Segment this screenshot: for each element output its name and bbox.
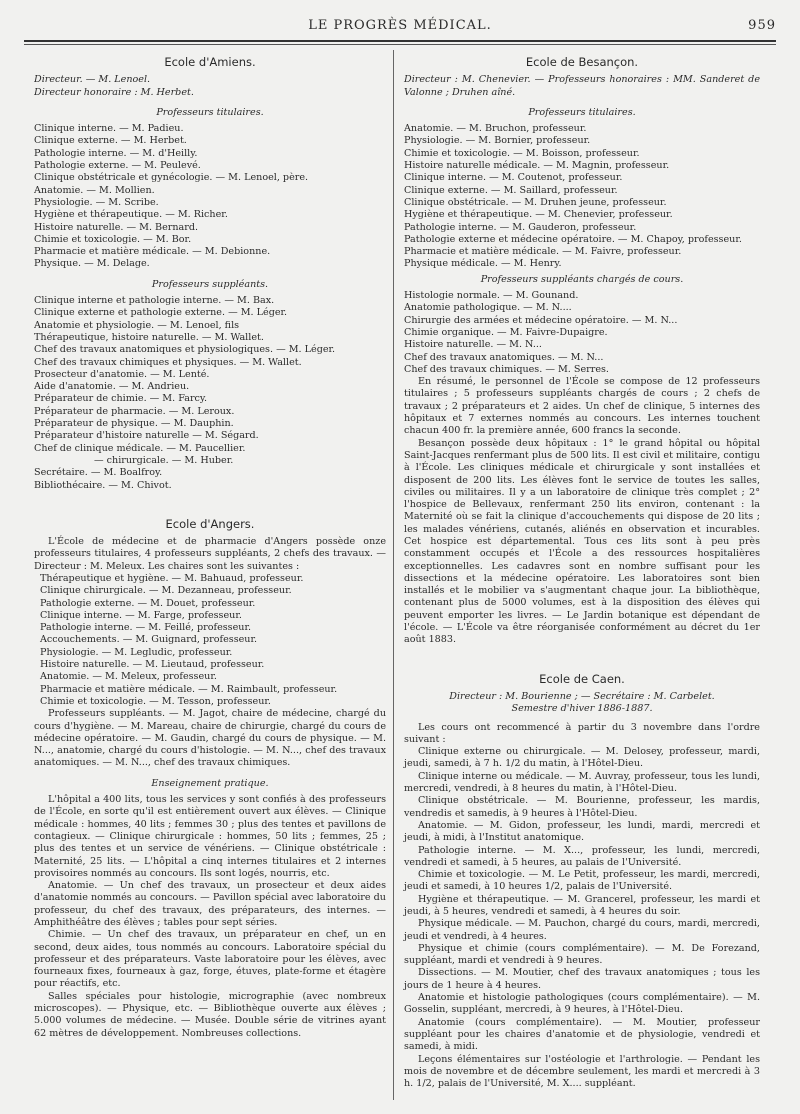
besancon-titulaires-heading: Professeurs titulaires. bbox=[528, 106, 636, 118]
amiens-suppleant: Clinique externe et pathologie externe. — M. Léger. bbox=[34, 307, 288, 319]
besancon-suppleant: Histoire naturelle. — M. N... bbox=[404, 339, 542, 351]
column-divider bbox=[393, 50, 394, 1100]
right-column bbox=[404, 52, 760, 1090]
section-title-amiens: Ecole d'Amiens. bbox=[164, 55, 256, 69]
besancon-paragraph: En résumé, le personnel de l'École se compose de 12 professeurs titulaires ; 5 professeurs suppléants chargés de cours ; 2 chefs de travaux ; 2 préparateurs et 2 aides. Un chef de clinique, 5 internes des hôpitaux et 7 externes nommés au concours. Les internes touchent chacun 400 fr. la première année, 600 francs la seconde. bbox=[404, 376, 760, 437]
amiens-line: Directeur. — M. Lenoel. bbox=[34, 74, 151, 86]
besancon-suppleant: Chef des travaux chimiques. — M. Serres. bbox=[404, 363, 609, 375]
besancon-titulaire: Histoire naturelle médicale. — M. Magnin, professeur. bbox=[404, 160, 670, 172]
amiens-suppleant: Préparateur d'histoire naturelle — M. Ségard. bbox=[34, 430, 259, 442]
angers-chair: Histoire naturelle. — M. Lieutaud, professeur. bbox=[40, 659, 265, 671]
caen-semestre: Semestre d'hiver 1886-1887. bbox=[511, 703, 653, 715]
caen-course: Pathologie interne. — M. X..., professeur, les lundi, mercredi, vendredi et samedi, à 5 heures, au palais de l'Université. bbox=[404, 844, 760, 868]
besancon-titulaire: Hygiène et thérapeutique. — M. Chenevier, professeur. bbox=[404, 209, 673, 221]
besancon-titulaire: Physique médicale. — M. Henry. bbox=[404, 258, 562, 270]
amiens-suppleant: Clinique interne et pathologie interne. — M. Bax. bbox=[34, 295, 275, 307]
besancon-titulaire: Physiologie. — M. Bornier, professeur. bbox=[404, 135, 591, 147]
angers-enseignement-heading: Enseignement pratique. bbox=[151, 777, 269, 789]
amiens-line: Directeur honoraire : M. Herbet. bbox=[34, 86, 194, 98]
angers-chair: Physiologie. — M. Legludic, professeur. bbox=[40, 646, 233, 658]
amiens-suppleant: Préparateur de pharmacie. — M. Leroux. bbox=[34, 405, 235, 417]
besancon-suppleant: Histologie normale. — M. Gounand. bbox=[404, 290, 579, 302]
journal-title: LE PROGRÈS MÉDICAL. bbox=[308, 18, 492, 33]
besancon-titulaire: Clinique interne. — M. Coutenot, professeur. bbox=[404, 172, 623, 184]
header-rule-thin bbox=[24, 44, 776, 45]
angers-paragraph: Chimie. — Un chef des travaux, un préparateur en chef, un en second, deux aides, tous nommés au concours. Laboratoire spécial du professeur et des préparateurs. Vaste laboratoire pour les élèves, avec fourneaux fixes, fourneaux à gaz, forge, étuves, plate-forme et étagère pour réactifs, etc. bbox=[34, 929, 386, 990]
caen-direction: Directeur : M. Bourienne ; — Secrétaire : M. Carbelet. bbox=[449, 690, 715, 702]
amiens-suppleant: Chef de clinique médicale. — M. Paucellier. bbox=[34, 442, 246, 454]
angers-chair: Pathologie externe. — M. Douet, professeur. bbox=[40, 597, 256, 609]
caen-course: Physique et chimie (cours complémentaire). — M. De Forezand, suppléant, mardi et vendredi à 9 heures. bbox=[404, 942, 760, 967]
caen-course: Clinique obstétricale. — M. Bourienne, professeur, les mardis, vendredis et samedis, à 9 heures à l'Hôtel-Dieu. bbox=[404, 795, 760, 819]
amiens-suppleant: Chef des travaux anatomiques et physiologiques. — M. Léger. bbox=[34, 344, 336, 356]
section-title-besancon: Ecole de Besançon. bbox=[525, 55, 639, 69]
amiens-suppleant: Préparateur de chimie. — M. Farcy. bbox=[34, 393, 208, 405]
amiens-titulaire: Chimie et toxicologie. — M. Bor. bbox=[34, 233, 192, 245]
amiens-suppleant: Anatomie et physiologie. — M. Lenoel, fils bbox=[34, 319, 240, 331]
angers-chair: Accouchements. — M. Guignard, professeur. bbox=[40, 634, 258, 646]
caen-course: Anatomie. — M. Gidon, professeur, les lundi, mardi, mercredi et jeudi, à midi, à l'Institut anatomique. bbox=[404, 819, 760, 844]
amiens-suppleant: Prosecteur d'anatomie. — M. Lenté. bbox=[34, 368, 210, 380]
amiens-titulaire: Physique. — M. Delage. bbox=[34, 258, 150, 270]
header-rule bbox=[24, 40, 776, 42]
page-number: 959 bbox=[748, 18, 776, 33]
amiens-titulaire: Clinique interne. — M. Padieu. bbox=[34, 123, 184, 135]
left-column bbox=[34, 52, 386, 1040]
amiens-suppleant: Secrétaire. — M. Boalfroy. bbox=[34, 467, 163, 479]
amiens-suppleants-heading: Professeurs suppléants. bbox=[151, 278, 269, 290]
caen-course: Clinique externe ou chirurgicale. — M. Delosey, professeur, mardi, jeudi, samedi, à 7 h. 1/2 du matin, à l'Hôtel-Dieu. bbox=[404, 746, 760, 770]
amiens-suppleant: — chirurgicale. — M. Huber. bbox=[94, 454, 234, 466]
besancon-suppleant: Chirurgie des armées et médecine opératoire. — M. N... bbox=[404, 314, 678, 326]
caen-course: Hygiène et thérapeutique. — M. Grancerel, professeur, les mardi et jeudi, à 5 heures, vendredi et samedi, à 4 heures du soir. bbox=[404, 893, 760, 917]
caen-course: Physique médicale. — M. Pauchon, chargé du cours, mardi, mercredi, jeudi et vendredi, à 4 heures. bbox=[404, 918, 760, 942]
section-title-caen: Ecole de Caen. bbox=[539, 671, 625, 686]
amiens-titulaires-heading: Professeurs titulaires. bbox=[156, 106, 264, 118]
amiens-titulaire: Hygiène et thérapeutique. — M. Richer. bbox=[34, 209, 228, 221]
amiens-titulaire: Anatomie. — M. Mollien. bbox=[34, 184, 155, 196]
section-title-angers: Ecole d'Angers. bbox=[165, 516, 255, 531]
caen-course: Anatomie (cours complémentaire). — M. Moutier, professeur suppléant pour les chaires d'anatomie et de physiologie, vendredi et samedi, à midi. bbox=[404, 1016, 760, 1053]
caen-intro: Les cours ont recommencé à partir du 3 novembre dans l'ordre suivant : bbox=[404, 721, 760, 745]
amiens-titulaire: Pathologie externe. — M. Peulevé. bbox=[34, 160, 201, 172]
besancon-suppleant: Chimie organique. — M. Faivre-Dupaigre. bbox=[404, 326, 608, 338]
angers-chair: Thérapeutique et hygiène. — M. Bahuaud, professeur. bbox=[40, 572, 304, 584]
besancon-titulaire: Pathologie interne. — M. Gauderon, professeur. bbox=[404, 221, 637, 233]
besancon-direction: Directeur : M. Chenevier. — Professeurs honoraires : MM. Sanderet de Valonne ; Druhen aîné. bbox=[404, 74, 760, 98]
besancon-titulaire: Pathologie externe et médecine opératoire. — M. Chapoy, professeur. bbox=[404, 233, 742, 245]
angers-chair: Chimie et toxicologie. — M. Tesson, professeur. bbox=[40, 695, 271, 707]
caen-course: Leçons élémentaires sur l'ostéologie et l'arthrologie. — Pendant les mois de novembre et de décembre seulement, les mardi et mercredi à 3 h. 1/2, palais de l'Université, M. X.... suppléant. bbox=[404, 1053, 760, 1090]
besancon-suppleant: Chef des travaux anatomiques. — M. N... bbox=[404, 351, 604, 363]
amiens-suppleant: Chef des travaux chimiques et physiques. — M. Wallet. bbox=[34, 356, 302, 368]
angers-chair: Clinique interne. — M. Farge, professeur. bbox=[40, 609, 242, 621]
amiens-titulaire: Histoire naturelle. — M. Bernard. bbox=[34, 221, 199, 233]
besancon-titulaire: Clinique externe. — M. Saillard, professeur. bbox=[404, 184, 618, 196]
besancon-titulaire: Anatomie. — M. Bruchon, professeur. bbox=[404, 123, 587, 135]
amiens-titulaire: Clinique externe. — M. Herbet. bbox=[34, 135, 187, 147]
besancon-suppleants-heading: Professeurs suppléants chargés de cours. bbox=[480, 273, 684, 285]
caen-course: Clinique interne ou médicale. — M. Auvray, professeur, tous les lundi, mercredi, vendredi, à 8 heures du matin, à l'Hôtel-Dieu. bbox=[404, 770, 760, 795]
angers-chair: Anatomie. — M. Meleux, professeur. bbox=[40, 671, 217, 683]
amiens-titulaire: Physiologie. — M. Scribe. bbox=[34, 196, 159, 208]
caen-course: Chimie et toxicologie. — M. Le Petit, professeur, les mardi, mercredi, jeudi et samedi, à 10 heures 1/2, palais de l'Université. bbox=[404, 869, 760, 893]
amiens-suppleant: Bibliothécaire. — M. Chivot. bbox=[34, 479, 172, 491]
angers-chair: Pathologie interne. — M. Feillé, professeur. bbox=[40, 622, 252, 634]
angers-paragraph: Anatomie. — Un chef des travaux, un prosecteur et deux aides d'anatomie nommés au concours. — Pavillon spécial avec laboratoire du professeur, du chef des travaux, des préparateurs, des internes. — Amphithéâtre des élèves ; tables pour sept séries. bbox=[34, 880, 386, 928]
amiens-titulaire: Pharmacie et matière médicale. — M. Debionne. bbox=[34, 246, 271, 258]
besancon-titulaire: Chimie et toxicologie. — M. Boisson, professeur. bbox=[404, 147, 640, 159]
angers-chair: Pharmacie et matière médicale. — M. Raimbault, professeur. bbox=[40, 683, 338, 695]
besancon-titulaire: Pharmacie et matière médicale. — M. Faivre, professeur. bbox=[404, 246, 682, 258]
angers-paragraph: L'hôpital a 400 lits, tous les services y sont confiés à des professeurs de l'École, en sorte qu'il est entièrement ouvert aux élèves. — Clinique médicale : hommes, 40 lits ; femmes 30 ; plus des tentes et pavillons de contagieux. — Clinique chirurgicale : hommes, 50 lits ; femmes, 25 ; plus des tentes et un service de vénériens. — Clinique obstétricale : Maternité, 25 lits. — L'hôpital a cinq internes titulaires et 2 internes provisoires nommés au concours. Ils sont logés, nourris, etc. bbox=[34, 794, 386, 879]
angers-suppleants: Professeurs suppléants. — M. Jagot, chaire de médecine, chargé du cours d'hygiène. — M. Mareau, chaire de chirurgie, chargé du cours de médecine opératoire. — M. Gaudin, chargé du cours de physique. — M. N..., anatomie, chargé du cours d'histologie. — M. N..., chef des travaux anatomiques. — M. N..., chef des travaux chimiques. bbox=[34, 708, 386, 769]
caen-course: Anatomie et histologie pathologiques (cours complémentaire). — M. Gosselin, suppléant, mercredi, à 9 heures, à l'Hôtel-Dieu. bbox=[404, 992, 760, 1016]
angers-paragraph: Salles spéciales pour histologie, micrographie (avec nombreux microscopes). — Physique, etc. — Bibliothèque ouverte aux élèves ; 5.000 volumes de médecine. — Musée. Double série de vitrines ayant 62 mètres de développement. Nombreuses collections. bbox=[34, 990, 386, 1039]
angers-intro: L'École de médecine et de pharmacie d'Angers possède onze professeurs titulaires, 4 professeurs suppléants, 2 chefs des travaux. — Directeur : M. Meleux. Les chaires sont les suivantes : bbox=[34, 536, 386, 572]
amiens-titulaire: Pathologie interne. — M. d'Heilly. bbox=[34, 147, 198, 159]
besancon-suppleant: Anatomie pathologique. — M. N.... bbox=[404, 302, 572, 314]
angers-chair: Clinique chirurgicale. — M. Dezanneau, professeur. bbox=[40, 585, 292, 597]
running-header bbox=[24, 18, 776, 38]
amiens-suppleant: Préparateur de physique. — M. Dauphin. bbox=[34, 418, 234, 430]
amiens-suppleant: Aide d'anatomie. — M. Andrieu. bbox=[34, 381, 190, 393]
besancon-paragraph: Besançon possède deux hôpitaux : 1° le grand hôpital ou hôpital Saint-Jacques renfermant plus de 500 lits. Il est civil et militaire, contigu à l'École. Les cliniques médicale et chirurgicale y sont installées et disposent de 200 lits. Les élèves font le service de toutes les salles, civiles ou militaires. Il y a un laboratoire de clinique très complet ; 2° l'hospice de Bellevaux, renfermant 250 lits environ, contenant : la Maternité où se fait la clinique d'accouchements qui dispose de 20 lits ; les malades vénériens, cutanés, aliénés en observation et incurables. Cet hospice est départemental. Tous ces lits sont à peu près constamment occupés et l'École a des ressources hospitalières exceptionnelles. Les cadavres sont en nombre suffisant pour les dissections et la médecine opératoire. Les laboratoires sont bien installés et le mobilier va s'augmentant chaque jour. La bibliothèque, contenant plus de 5000 volumes, est à la disposition des élèves qui peuvent emporter les livres. — Le Jardin botanique est dépendant de l'école. — L'École va être réorganisée conformément au décret du 1er août 1883. bbox=[404, 437, 760, 646]
amiens-suppleant: Thérapeutique, histoire naturelle. — M. Wallet. bbox=[34, 331, 264, 343]
caen-course: Dissections. — M. Moutier, chef des travaux anatomiques ; tous les jours de 1 heure à 4 heures. bbox=[404, 967, 760, 991]
besancon-titulaire: Clinique obstétricale. — M. Druhen jeune, professeur. bbox=[404, 196, 667, 208]
amiens-titulaire: Clinique obstétricale et gynécologie. — M. Lenoel, père. bbox=[34, 172, 309, 184]
